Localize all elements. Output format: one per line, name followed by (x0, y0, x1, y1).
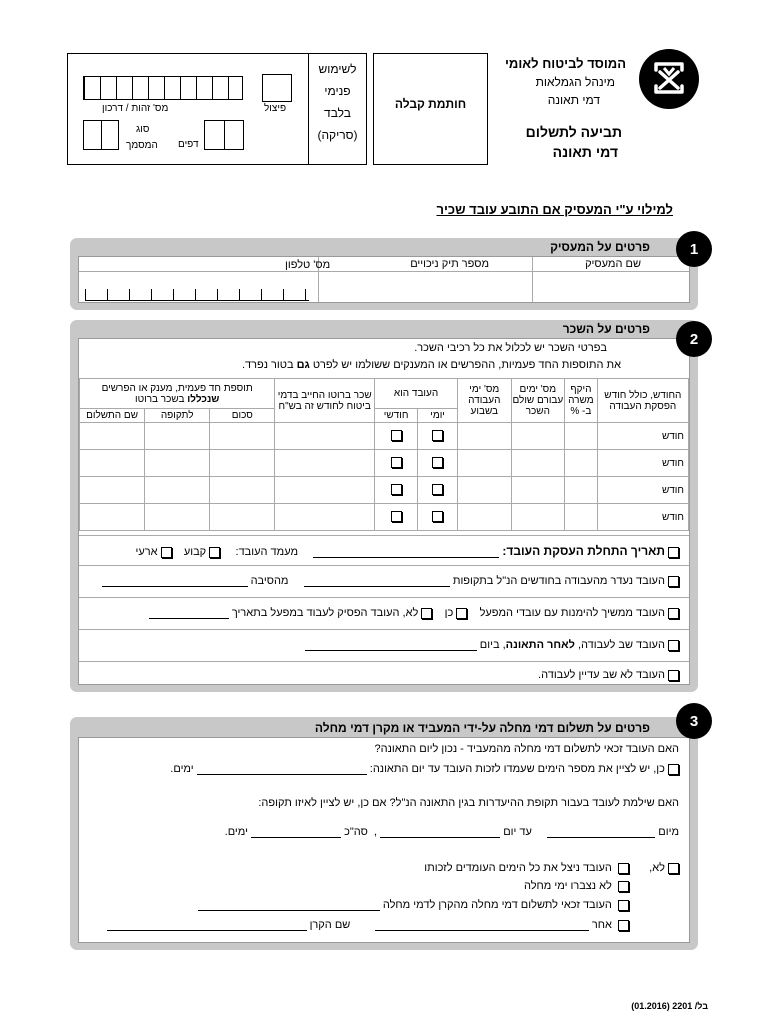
daily-checkbox[interactable] (432, 511, 443, 522)
nii-logo (638, 48, 700, 110)
pages-field[interactable] (204, 120, 244, 150)
form-instruction: למילוי ע"י המעסיק אם התובע עובד שכיר (436, 202, 673, 217)
continues-no-checkbox[interactable] (421, 608, 432, 619)
absent-checkbox[interactable] (668, 576, 679, 587)
receipt-stamp-label: חותמת קבלה (394, 97, 467, 111)
branch-name: דמי תאונה (547, 93, 600, 107)
col-worker-is: העובד הוא (375, 379, 458, 409)
daily-checkbox[interactable] (432, 430, 443, 441)
id-field[interactable] (83, 76, 243, 100)
col-gross: שכר ברוטו החייב בדמי ביטוח לחודש זה בש"ח (275, 379, 375, 423)
monthly-checkbox[interactable] (391, 430, 402, 441)
table-row: חודש (80, 477, 689, 504)
continues-row: העובד ממשיך להימנות עם עובדי המפעל כן לא, העובד הפסיק לעבוד במפעל בתאריך (79, 597, 689, 629)
section-employer (70, 238, 698, 310)
doc-type-label-2: המסמך (126, 140, 158, 151)
internal-use-label: לשימוש פנימי בלבד (סריקה) (308, 54, 366, 164)
section-2-badge: 2 (676, 321, 712, 357)
sick-q1: האם העובד זכאי לתשלום דמי מחלה מהמעביד - נכון ליום התאונה? (374, 743, 679, 755)
not-returned-checkbox[interactable] (668, 670, 679, 681)
section-3-badge: 3 (676, 703, 712, 739)
fund-name-input[interactable] (107, 919, 307, 931)
phone-label: מס' טלפון (285, 259, 331, 271)
col-monthly: חודשי (375, 409, 418, 423)
sick-opt1-row: העובד ניצל את כל הימים העומדים לזכותו (424, 862, 629, 874)
sick-no-checkbox[interactable] (668, 863, 679, 874)
absent-row: העובד נעדר מהעבודה בחודשים הנ"ל בתקופות מהסיבה (79, 565, 689, 597)
sick-days-input[interactable] (197, 763, 367, 775)
wages-table (79, 378, 689, 531)
start-date-input[interactable] (313, 546, 499, 558)
start-date-label: תאריך התחלת העסקת העובד: (502, 544, 665, 558)
sick-opt2-checkbox[interactable] (618, 881, 629, 892)
monthly-checkbox[interactable] (391, 511, 402, 522)
status-label: מעמד העובד: (235, 546, 299, 558)
sick-other-checkbox[interactable] (618, 920, 629, 931)
sick-opt1-checkbox[interactable] (618, 863, 629, 874)
pages-label: דפים (178, 139, 199, 150)
col-work-days: מס' ימי העבודה בשבוע (458, 379, 512, 423)
sick-yes-checkbox[interactable] (668, 764, 679, 775)
form-title-2: דמי תאונה (552, 144, 618, 160)
table-row: חודש (80, 450, 689, 477)
sick-other-input[interactable] (375, 919, 589, 931)
sick-opt3-row: העובד זכאי לתשלום דמי מחלה מהקרן לדמי מחלה (198, 899, 629, 911)
monthly-checkbox[interactable] (391, 457, 402, 468)
returned-row: העובד שב לעבודה, לאחר התאונה, ביום (79, 629, 689, 661)
sick-period-row: מיום עד יום , סה"כ ימים. (224, 826, 679, 838)
col-month: החודש, כולל חודש הפסקת העבודה (597, 379, 688, 423)
sick-opt3-checkbox[interactable] (618, 900, 629, 911)
not-returned-row: העובד לא שב עדיין לעבודה. (79, 661, 689, 685)
receipt-stamp-box (373, 53, 488, 165)
phone-input[interactable] (85, 279, 309, 301)
deductions-file-label: מספר תיק ניכויים (410, 258, 489, 270)
col-amount: סכום (210, 409, 275, 423)
doc-type-label: סוג (136, 124, 150, 135)
status-temp-checkbox[interactable] (161, 547, 172, 558)
returned-checkbox[interactable] (668, 640, 679, 651)
start-date-row: תאריך התחלת העסקת העובד: מעמד העובד: קבוע ארעי (79, 535, 689, 565)
org-name: המוסד לביטוח לאומי (505, 56, 626, 71)
sick-from-input[interactable] (547, 826, 655, 838)
sick-no-row: לא, (649, 862, 679, 874)
col-days-paid: מס' ימים עבורם שולם השכר (511, 379, 565, 423)
absent-reason-input[interactable] (102, 575, 248, 587)
sick-total-input[interactable] (251, 826, 341, 838)
wages-note-1: בפרטי השכר יש לכלול את כל רכיבי השכר. (414, 342, 607, 354)
form-title-1: תביעה לתשלום (525, 124, 622, 140)
section-employer-title: פרטים על המעסיק (550, 240, 650, 254)
id-label: מס' זהות / דרכון (102, 103, 169, 114)
daily-checkbox[interactable] (432, 484, 443, 495)
col-payment-name: שם התשלום (80, 409, 145, 423)
form-code: בל/ 2201 (01.2016) (631, 1001, 708, 1011)
sick-opt2-row: לא נצברו ימי מחלה (524, 880, 629, 892)
sick-other-row: אחר שם הקרן (107, 919, 629, 931)
returned-date-input[interactable] (305, 639, 477, 651)
split-label: פיצול (264, 103, 287, 114)
employer-name-label: שם המעסיק (585, 258, 641, 270)
table-row: חודש (80, 504, 689, 531)
sick-until-input[interactable] (380, 826, 500, 838)
section-1-badge: 1 (676, 231, 712, 267)
col-scope: היקף משרה ב- % (565, 379, 598, 423)
section-sick-pay (70, 717, 698, 950)
col-period: לתקופה (145, 409, 210, 423)
monthly-checkbox[interactable] (391, 484, 402, 495)
table-row: חודש (80, 423, 689, 450)
start-date-checkbox[interactable] (668, 547, 679, 558)
section-sick-pay-title: פרטים על תשלום דמי מחלה על-ידי המעביד או מקרן דמי מחלה (314, 721, 650, 735)
employer-name-input[interactable] (534, 272, 689, 300)
sick-yes-row: כן, יש לציין את מספר הימים שעמדו לזכות העובד עד יום התאונה: ימים. (170, 763, 679, 775)
absent-periods-input[interactable] (304, 575, 450, 587)
split-field[interactable] (262, 74, 292, 102)
section-wages (70, 320, 698, 692)
sick-fund-input[interactable] (198, 899, 380, 911)
stop-date-input[interactable] (149, 607, 229, 619)
sick-q2: האם שילמת לעובד בעבור תקופת ההיעדרות בגין התאונה הנ"ל? אם כן, יש לציין לאיזו תקופה: (258, 797, 679, 809)
continues-checkbox[interactable] (668, 608, 679, 619)
section-wages-title: פרטים על השכר (562, 322, 650, 336)
col-extra: תוספת חד פעמית, מענק או הפרשים שנכללו בשכר ברוטו (80, 379, 275, 409)
internal-use-box (67, 53, 367, 165)
col-daily: יומי (418, 409, 458, 423)
wages-note-2: את התוספות החד פעמיות, ההפרשים או המענקים ששולמו יש לפרט גם בטור נפרד. (241, 359, 621, 371)
deductions-file-input[interactable] (320, 272, 532, 300)
daily-checkbox[interactable] (432, 457, 443, 468)
dept-name: מינהל הגמלאות (535, 75, 615, 89)
continues-yes-checkbox[interactable] (456, 608, 467, 619)
status-permanent-checkbox[interactable] (209, 547, 220, 558)
doc-type-field[interactable] (83, 120, 119, 150)
